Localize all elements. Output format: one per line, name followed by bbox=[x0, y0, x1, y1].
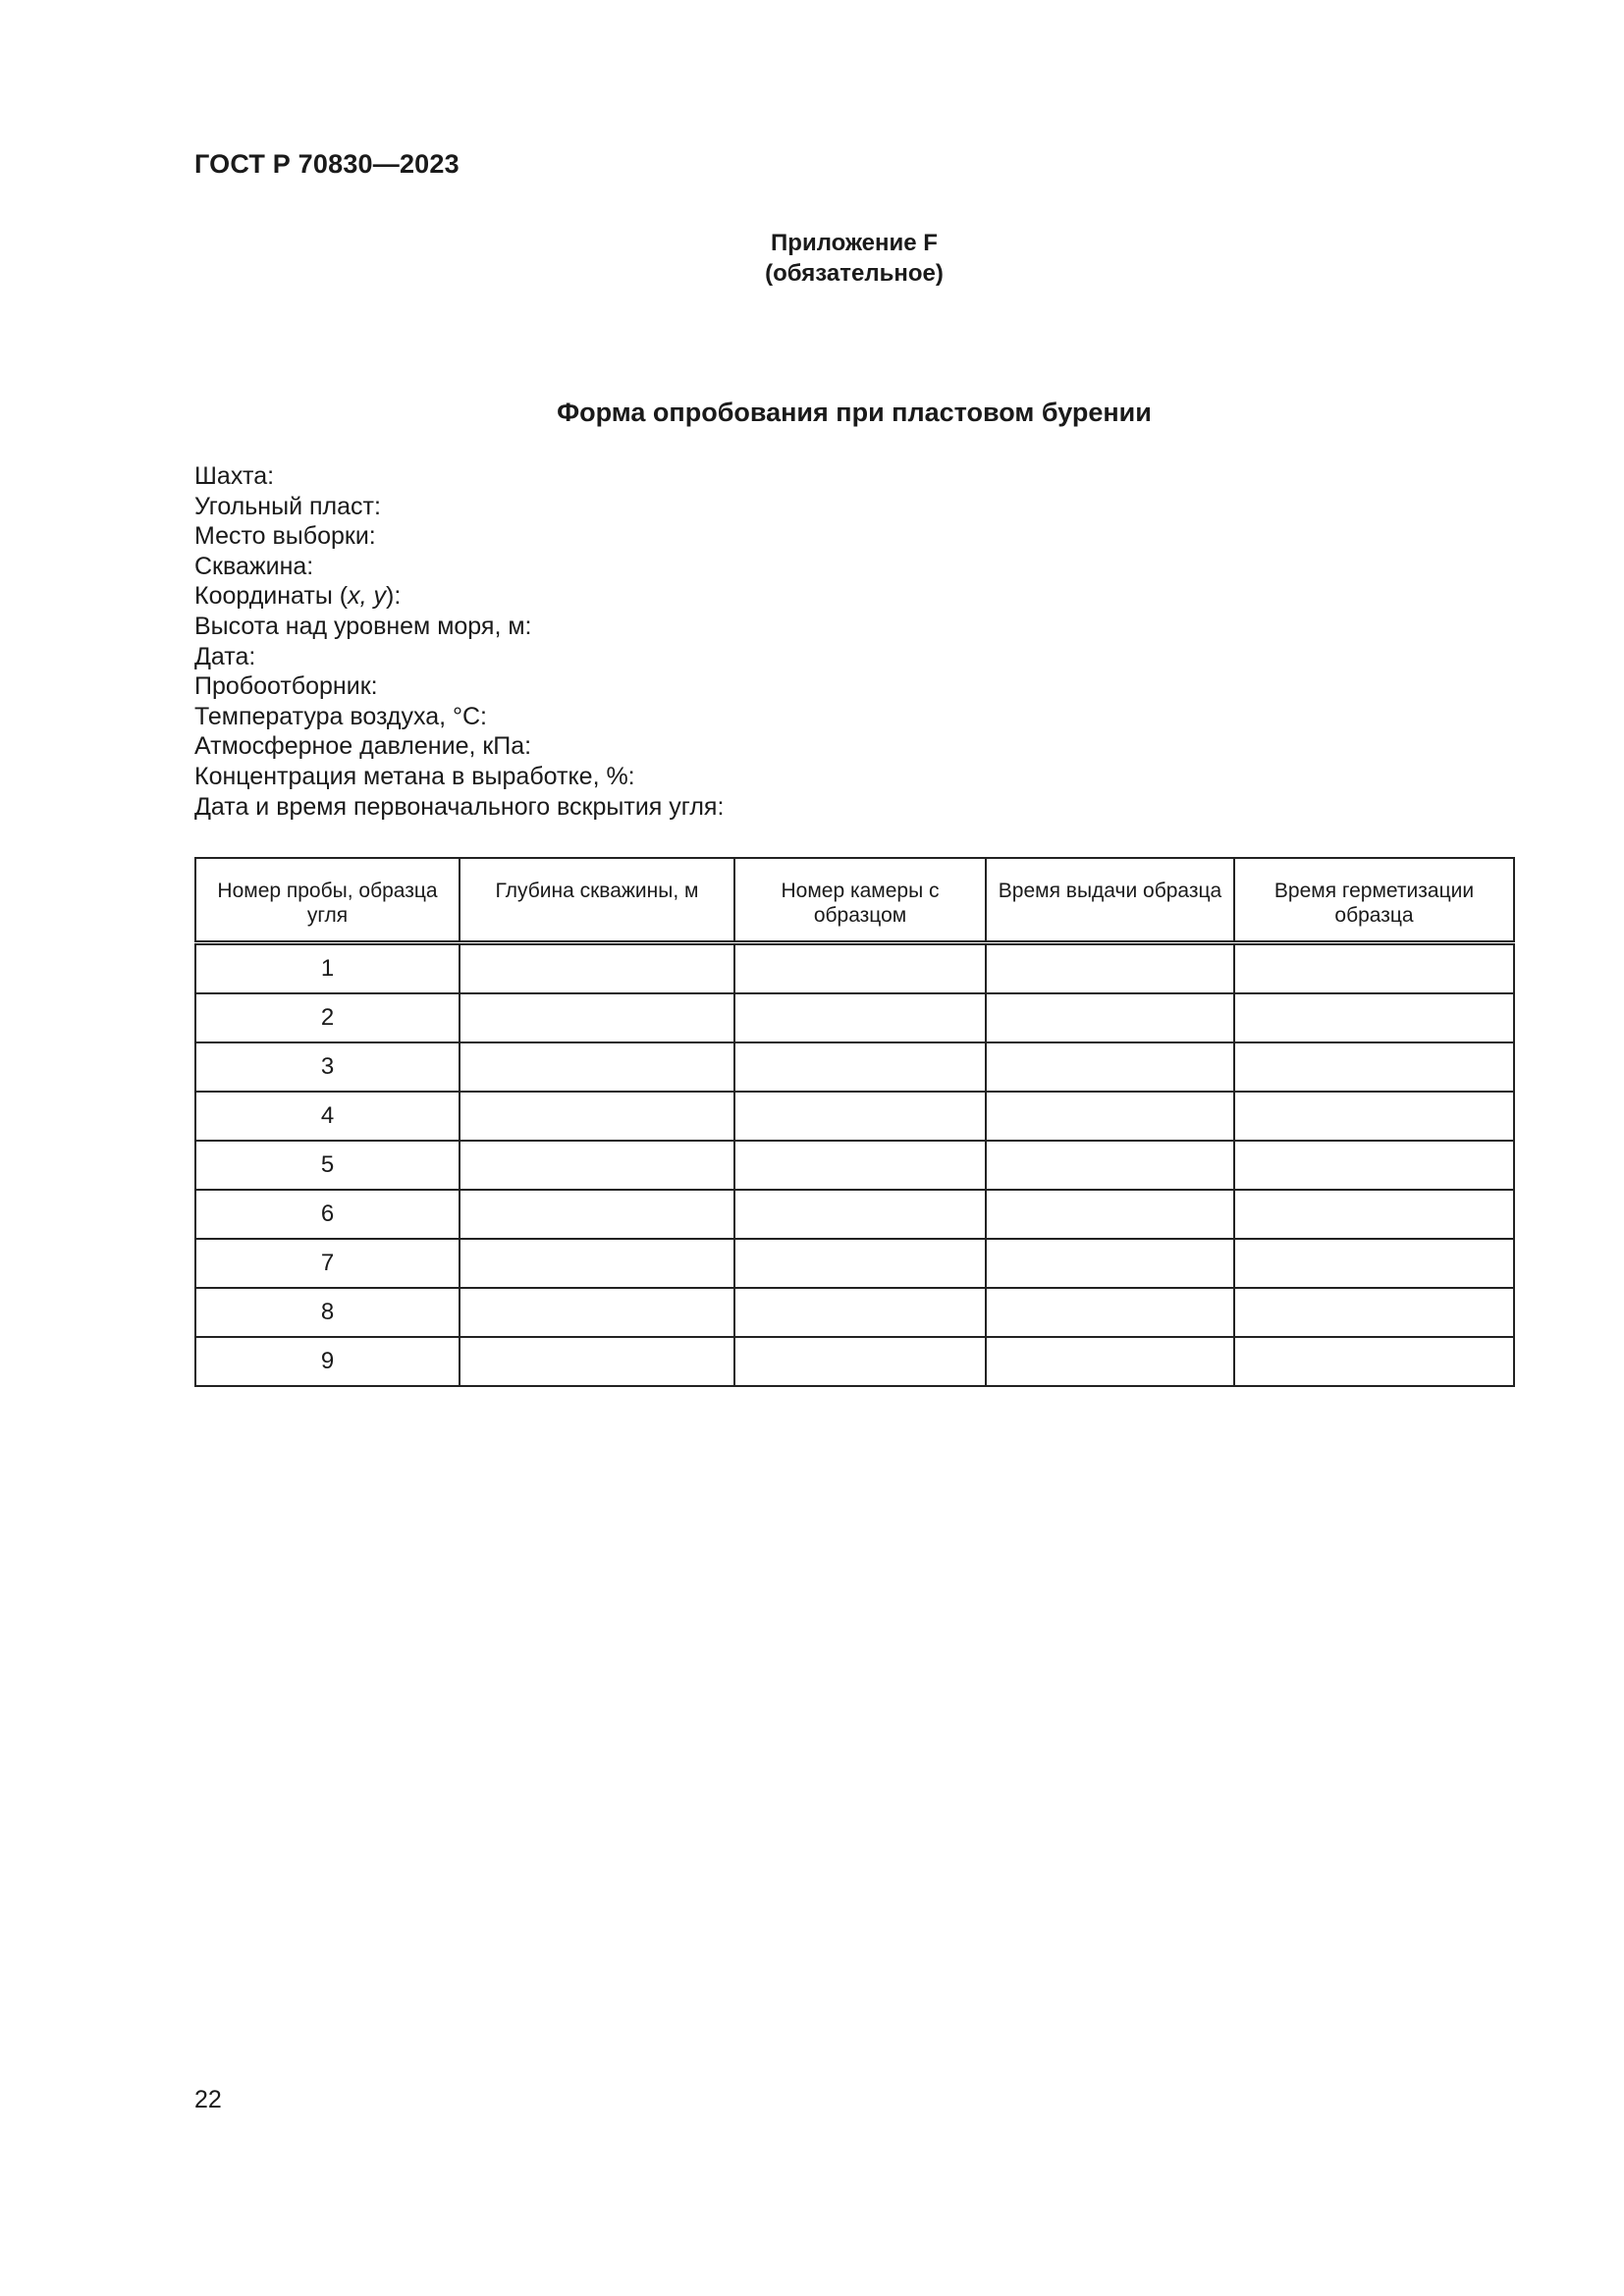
field-borehole: Скважина: bbox=[194, 552, 314, 580]
cell-chamber-number bbox=[734, 942, 986, 993]
coordinates-y: y bbox=[373, 582, 387, 611]
field-methane-concentration: Концентрация метана в выработке, %: bbox=[194, 762, 635, 790]
cell-sealing-time bbox=[1234, 993, 1514, 1042]
appendix-title: Приложение F bbox=[771, 230, 938, 256]
table-row bbox=[195, 1239, 1514, 1288]
field-mine: Шахта: bbox=[194, 462, 275, 490]
cell-issue-time bbox=[986, 1092, 1234, 1141]
table-row bbox=[195, 1190, 1514, 1239]
cell-borehole-depth bbox=[460, 1141, 734, 1190]
field-date: Дата: bbox=[194, 642, 256, 670]
field-coal-opening-datetime: Дата и время первоначального вскрытия угля: bbox=[194, 792, 725, 821]
cell-chamber-number bbox=[734, 1141, 986, 1190]
cell-chamber-number bbox=[734, 1288, 986, 1337]
table-row bbox=[195, 1092, 1514, 1141]
cell-issue-time bbox=[986, 1042, 1234, 1092]
coordinates-prefix: Координаты ( bbox=[194, 582, 349, 611]
cell-sample-number: 4 bbox=[195, 1092, 460, 1141]
table-row bbox=[195, 1141, 1514, 1190]
cell-chamber-number bbox=[734, 1337, 986, 1386]
standard-designation: ГОСТ Р 70830—2023 bbox=[194, 149, 460, 179]
field-air-temperature: Температура воздуха, °С: bbox=[194, 702, 487, 730]
cell-issue-time bbox=[986, 993, 1234, 1042]
cell-borehole-depth bbox=[460, 993, 734, 1042]
appendix-heading bbox=[687, 228, 1021, 289]
cell-sample-number: 3 bbox=[195, 1042, 460, 1092]
cell-sealing-time bbox=[1234, 1092, 1514, 1141]
cell-issue-time bbox=[986, 1190, 1234, 1239]
table-row bbox=[195, 1288, 1514, 1337]
column-header-sample-number: Номер пробы, образца угля bbox=[195, 858, 460, 942]
cell-borehole-depth bbox=[460, 1239, 734, 1288]
cell-sealing-time bbox=[1234, 1141, 1514, 1190]
column-header-chamber-number: Номер камеры с образцом bbox=[734, 858, 986, 942]
cell-sample-number: 8 bbox=[195, 1288, 460, 1337]
cell-sealing-time bbox=[1234, 1288, 1514, 1337]
cell-issue-time bbox=[986, 1337, 1234, 1386]
field-coal-seam: Угольный пласт: bbox=[194, 492, 381, 520]
cell-chamber-number bbox=[734, 993, 986, 1042]
cell-borehole-depth bbox=[460, 1190, 734, 1239]
coordinates-separator: , bbox=[359, 582, 374, 611]
sampling-table bbox=[194, 857, 1515, 1387]
cell-sealing-time bbox=[1234, 1337, 1514, 1386]
cell-sample-number: 6 bbox=[195, 1190, 460, 1239]
cell-issue-time bbox=[986, 942, 1234, 993]
column-header-issue-time: Время выдачи образца bbox=[986, 858, 1234, 942]
field-atmospheric-pressure: Атмосферное давление, кПа: bbox=[194, 732, 532, 761]
cell-borehole-depth bbox=[460, 1092, 734, 1141]
form-title: Форма опробования при пластовом бурении bbox=[557, 398, 1152, 427]
field-altitude: Высота над уровнем моря, м: bbox=[194, 612, 532, 640]
field-coordinates bbox=[194, 581, 724, 612]
column-header-borehole-depth: Глубина скважины, м bbox=[460, 858, 734, 942]
cell-borehole-depth bbox=[460, 1042, 734, 1092]
table-row bbox=[195, 942, 1514, 993]
cell-issue-time bbox=[986, 1288, 1234, 1337]
field-sampling-place: Место выборки: bbox=[194, 522, 376, 551]
cell-chamber-number bbox=[734, 1042, 986, 1092]
cell-borehole-depth bbox=[460, 942, 734, 993]
column-header-sealing-time: Время герметизации образца bbox=[1234, 858, 1514, 942]
cell-borehole-depth bbox=[460, 1337, 734, 1386]
coordinates-suffix: ): bbox=[386, 582, 402, 611]
cell-sample-number: 5 bbox=[195, 1141, 460, 1190]
cell-chamber-number bbox=[734, 1190, 986, 1239]
cell-sealing-time bbox=[1234, 1239, 1514, 1288]
cell-sample-number: 2 bbox=[195, 993, 460, 1042]
cell-sample-number: 9 bbox=[195, 1337, 460, 1386]
table-row bbox=[195, 1337, 1514, 1386]
table-body bbox=[195, 942, 1514, 1386]
table-row bbox=[195, 993, 1514, 1042]
cell-sealing-time bbox=[1234, 942, 1514, 993]
field-sampler: Пробоотборник: bbox=[194, 672, 378, 701]
cell-sealing-time bbox=[1234, 1042, 1514, 1092]
cell-chamber-number bbox=[734, 1092, 986, 1141]
appendix-status: (обязательное) bbox=[765, 260, 944, 287]
cell-issue-time bbox=[986, 1141, 1234, 1190]
form-fields-list bbox=[194, 461, 724, 822]
coordinates-x: x bbox=[348, 582, 360, 611]
cell-issue-time bbox=[986, 1239, 1234, 1288]
page-number: 22 bbox=[194, 2086, 222, 2113]
cell-sample-number: 1 bbox=[195, 942, 460, 993]
cell-sample-number: 7 bbox=[195, 1239, 460, 1288]
cell-chamber-number bbox=[734, 1239, 986, 1288]
table-row bbox=[195, 1042, 1514, 1092]
cell-sealing-time bbox=[1234, 1190, 1514, 1239]
cell-borehole-depth bbox=[460, 1288, 734, 1337]
table-header-row bbox=[195, 858, 1514, 942]
